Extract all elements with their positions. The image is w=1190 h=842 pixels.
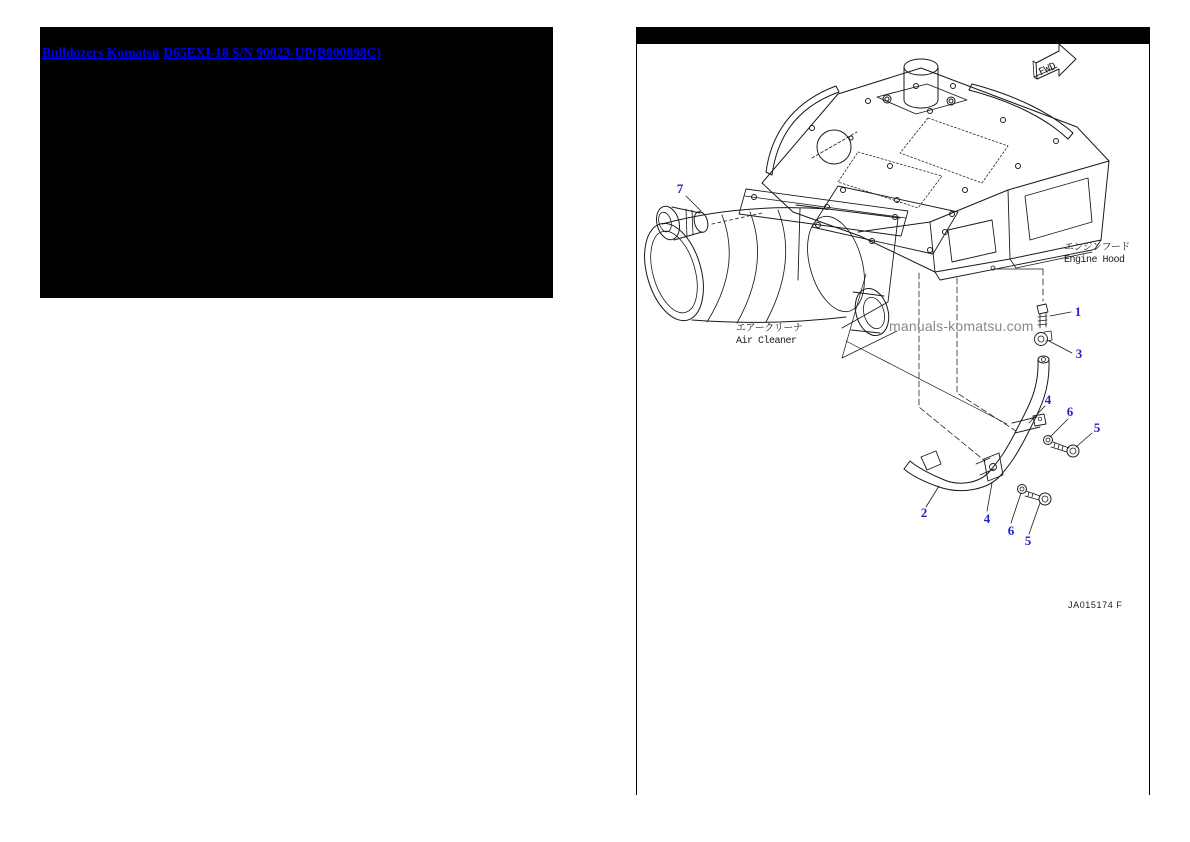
air-cleaner-label-en: Air Cleaner: [736, 335, 797, 347]
callout-5-lower[interactable]: 5: [1024, 533, 1032, 548]
callout-5-upper[interactable]: 5: [1093, 420, 1101, 435]
callout-2[interactable]: 2: [920, 505, 928, 520]
engine-hood-label: [1064, 243, 1130, 266]
engine-hood-label-en: Engine Hood: [1064, 254, 1125, 266]
part-7-drawing: [653, 196, 762, 242]
watermark: manuals-komatsu.com: [889, 318, 1034, 334]
fwd-arrow-label: FWD: [1037, 60, 1059, 79]
callout-6-upper[interactable]: 6: [1066, 404, 1074, 419]
air-cleaner-drawing: [634, 189, 908, 339]
breadcrumb-link-model[interactable]: D65EXI-18 S/N 90023-UP(B000898C): [163, 45, 381, 60]
drawing-code: JA015174 F: [1068, 600, 1123, 610]
fwd-arrow-icon: [1033, 44, 1076, 79]
air-cleaner-label: [736, 324, 802, 347]
air-cleaner-label-jp: エアークリーナ: [736, 324, 803, 335]
breadcrumb-link-category[interactable]: Bulldozers Komatsu: [42, 45, 160, 60]
callout-6-lower[interactable]: 6: [1007, 523, 1015, 538]
callout-1[interactable]: 1: [1074, 304, 1082, 319]
engine-hood-label-jp: エンジンフード: [1064, 243, 1130, 254]
callout-7[interactable]: 7: [676, 181, 684, 196]
callout-4-upper[interactable]: 4: [1044, 392, 1052, 407]
hose-drawing: [904, 356, 1092, 534]
witness-lines: [842, 273, 1016, 461]
callout-4-lower[interactable]: 4: [983, 511, 991, 526]
engine-hood-drawing: [762, 59, 1109, 280]
parts-1-3-drawing: [991, 266, 1072, 353]
callout-3[interactable]: 3: [1075, 346, 1083, 361]
